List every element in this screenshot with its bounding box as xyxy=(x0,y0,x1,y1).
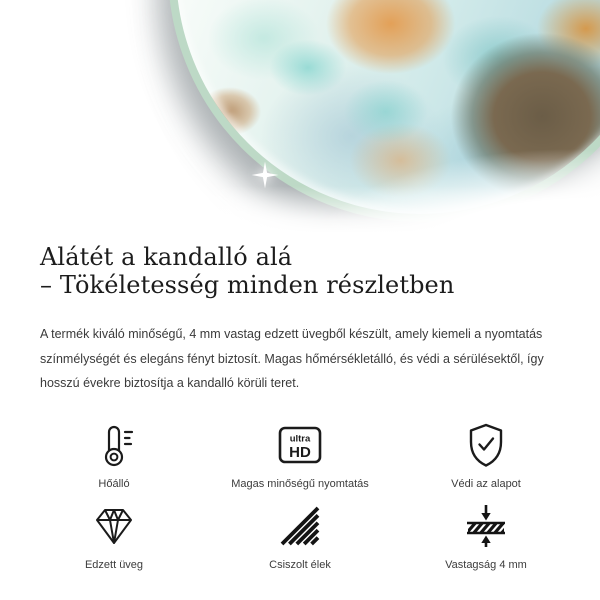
feature-grid xyxy=(40,421,560,571)
feature-item-protects-base xyxy=(451,421,521,490)
feature-item-polished-edges xyxy=(269,502,331,571)
glass-mat-product-image xyxy=(168,0,600,222)
ultra-hd-badge-top: ultra xyxy=(289,433,311,444)
product-description-section xyxy=(0,244,600,571)
feature-label: Vastagság 4 mm xyxy=(445,558,527,571)
shield-check-icon xyxy=(462,421,510,469)
page-title-line1: Alátét a kandalló alá xyxy=(40,243,293,271)
diamond-icon xyxy=(90,502,138,550)
feature-item-tempered-glass xyxy=(85,502,143,571)
sparkle-icon xyxy=(250,160,280,190)
thickness-icon xyxy=(462,502,510,550)
ultra-hd-badge-bottom: HD xyxy=(289,443,311,461)
product-description: A termék kiváló minőségű, 4 mm vastag edzett üvegből készült, amely kiemeli a nyomtatás színmélységét és elegáns fényt biztosít. Magas hőmérsékletálló, és védi a sérülésektől, így hosszú évekre biztosítja a kandalló körüli teret. xyxy=(40,327,544,390)
page-title-line2: – Tökéletesség minden részletben xyxy=(40,270,455,299)
feature-label: Védi az alapot xyxy=(451,477,521,490)
feature-label: Hőálló xyxy=(98,477,130,490)
thermometer-icon xyxy=(90,421,138,469)
page-title xyxy=(40,244,560,299)
feature-item-thickness xyxy=(445,502,527,571)
ultra-hd-icon xyxy=(276,421,324,469)
feature-item-heat-resistant xyxy=(90,421,138,490)
product-hero xyxy=(0,0,600,236)
feature-item-print-quality xyxy=(231,421,369,490)
feature-label: Edzett üveg xyxy=(84,558,144,571)
feature-label: Magas minőségű nyomtatás xyxy=(231,477,369,490)
polished-edge-icon xyxy=(276,502,324,550)
feature-label: Csiszolt élek xyxy=(269,558,331,571)
